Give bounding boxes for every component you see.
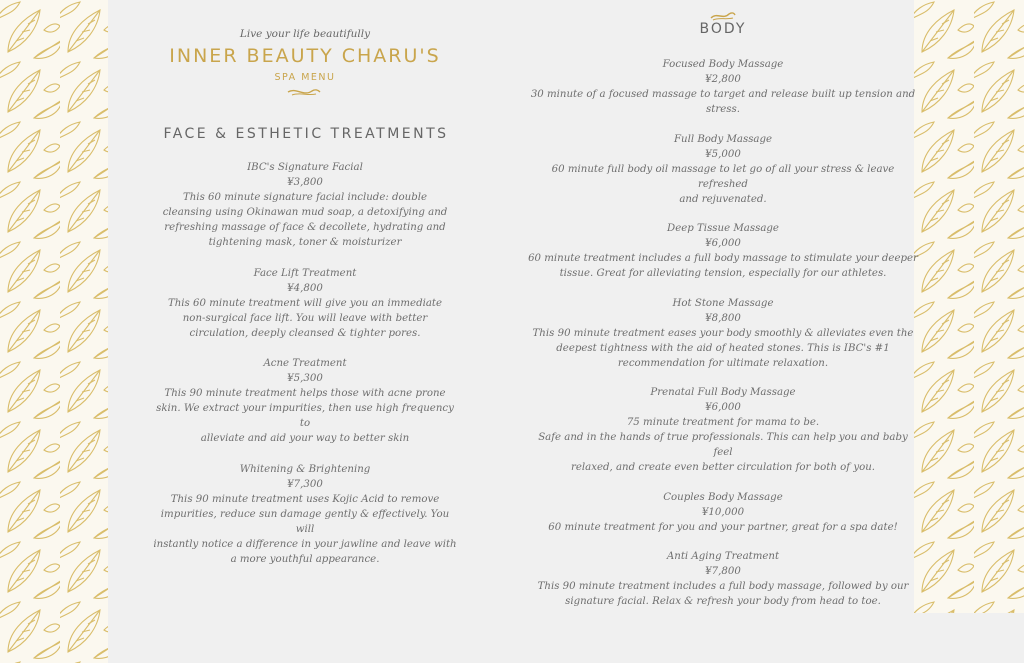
treatment-name: Hot Stone Massage: [672, 297, 774, 309]
leaf-pattern-icon: [914, 0, 1024, 613]
treatment-description: This 60 minute treatment will give you an immediate non-surgical face lift. You will leave with better circulation, deeply cleansed & tighter pores.: [167, 297, 443, 339]
right-leaf-pattern: [914, 0, 1024, 613]
treatment-price: ¥8,800: [705, 312, 741, 324]
treatment-name: Deep Tissue Massage: [667, 223, 779, 234]
treatment-name: Face Lift Treatment: [253, 267, 357, 279]
brand-title: INNER BEAUTY CHARU'S: [169, 45, 441, 67]
treatment-price: ¥3,800: [287, 177, 323, 188]
treatment-description: 30 minute of a focused massage to target and release built up tension and stress.: [530, 89, 916, 115]
treatment-name: IBC's Signature Facial: [247, 162, 363, 173]
leaf-pattern-icon: [0, 0, 108, 663]
treatment-price: ¥10,000: [701, 506, 745, 518]
treatment-description: 60 minute treatment includes a full body massage to stimulate your deeper tissue. Great for alleviating tension, especially for our athletes.: [528, 253, 918, 279]
treatment-item: [528, 385, 918, 475]
treatment-name: Prenatal Full Body Massage: [650, 387, 796, 398]
face-section-title: FACE & ESTHETIC TREATMENTS: [163, 126, 449, 142]
treatment-price: ¥7,800: [705, 566, 741, 577]
face-treatment-list: [150, 160, 460, 582]
treatment-item: [528, 221, 918, 281]
treatment-description: 60 minute treatment for you and your partner, great for a spa date!: [548, 521, 898, 533]
body-treatment-list: [528, 57, 918, 624]
treatment-price: ¥7,300: [287, 478, 323, 490]
flourish-icon: [286, 86, 322, 98]
treatment-description: 60 minute full body oil massage to let go of all your stress & leave refreshed and rejuvenated.: [551, 163, 895, 205]
treatment-price: ¥6,000: [705, 402, 741, 413]
treatment-item: [150, 266, 460, 341]
treatment-price: ¥2,800: [705, 74, 741, 85]
treatment-item: [528, 57, 918, 117]
body-section-title: BODY: [699, 21, 747, 37]
treatment-name: Anti Aging Treatment: [666, 551, 780, 562]
treatment-item: [150, 356, 460, 446]
treatment-price: ¥5,000: [705, 148, 741, 160]
treatment-item: [150, 160, 460, 250]
treatment-item: [150, 462, 460, 567]
treatment-description: This 90 minute treatment eases your body smoothly & alleviates even the deepest tightness with the aid of heated stones. This is IBC's #1 recommendation for ultimate relaxation.: [532, 327, 914, 369]
treatment-price: ¥5,300: [287, 373, 323, 384]
treatment-description: This 90 minute treatment helps those with acne prone skin. We extract your impurities, then use high frequency to alleviate and aid your way to better skin: [156, 388, 454, 444]
treatment-description: This 60 minute signature facial include: double cleansing using Okinawan mud soap, a detoxifying and refreshing massage of face & decollete, hydrating and tightening mask, toner & moisturizer: [162, 192, 448, 248]
treatment-item: [528, 490, 918, 535]
treatment-name: Acne Treatment: [263, 358, 347, 369]
treatment-item: [528, 296, 918, 371]
treatment-price: ¥4,800: [287, 282, 323, 294]
treatment-description: 75 minute treatment for mama to be. Safe and in the hands of true professionals. This can help you and baby feel relaxed, and create even better circulation for both of you.: [538, 417, 908, 473]
treatment-description: This 90 minute treatment includes a full body massage, followed by our signature facial. Relax & refresh your body from head to toe.: [537, 581, 909, 607]
treatment-item: [528, 549, 918, 609]
left-leaf-pattern: [0, 0, 108, 663]
treatment-name: Whitening & Brightening: [239, 463, 371, 475]
treatment-name: Full Body Massage: [673, 133, 773, 145]
spa-menu-subtitle: SPA MENU: [274, 72, 336, 83]
treatment-name: Couples Body Massage: [663, 491, 783, 503]
treatment-price: ¥6,000: [705, 238, 741, 249]
treatment-name: Focused Body Massage: [662, 59, 784, 70]
treatment-item: [528, 132, 918, 207]
treatment-description: This 90 minute treatment uses Kojic Acid to remove impurities, reduce sun damage gently & effectively. You will instantly notice a difference in your jawline and leave with a more youthful appearance.: [153, 493, 457, 565]
tagline: Live your life beautifully: [239, 28, 371, 40]
